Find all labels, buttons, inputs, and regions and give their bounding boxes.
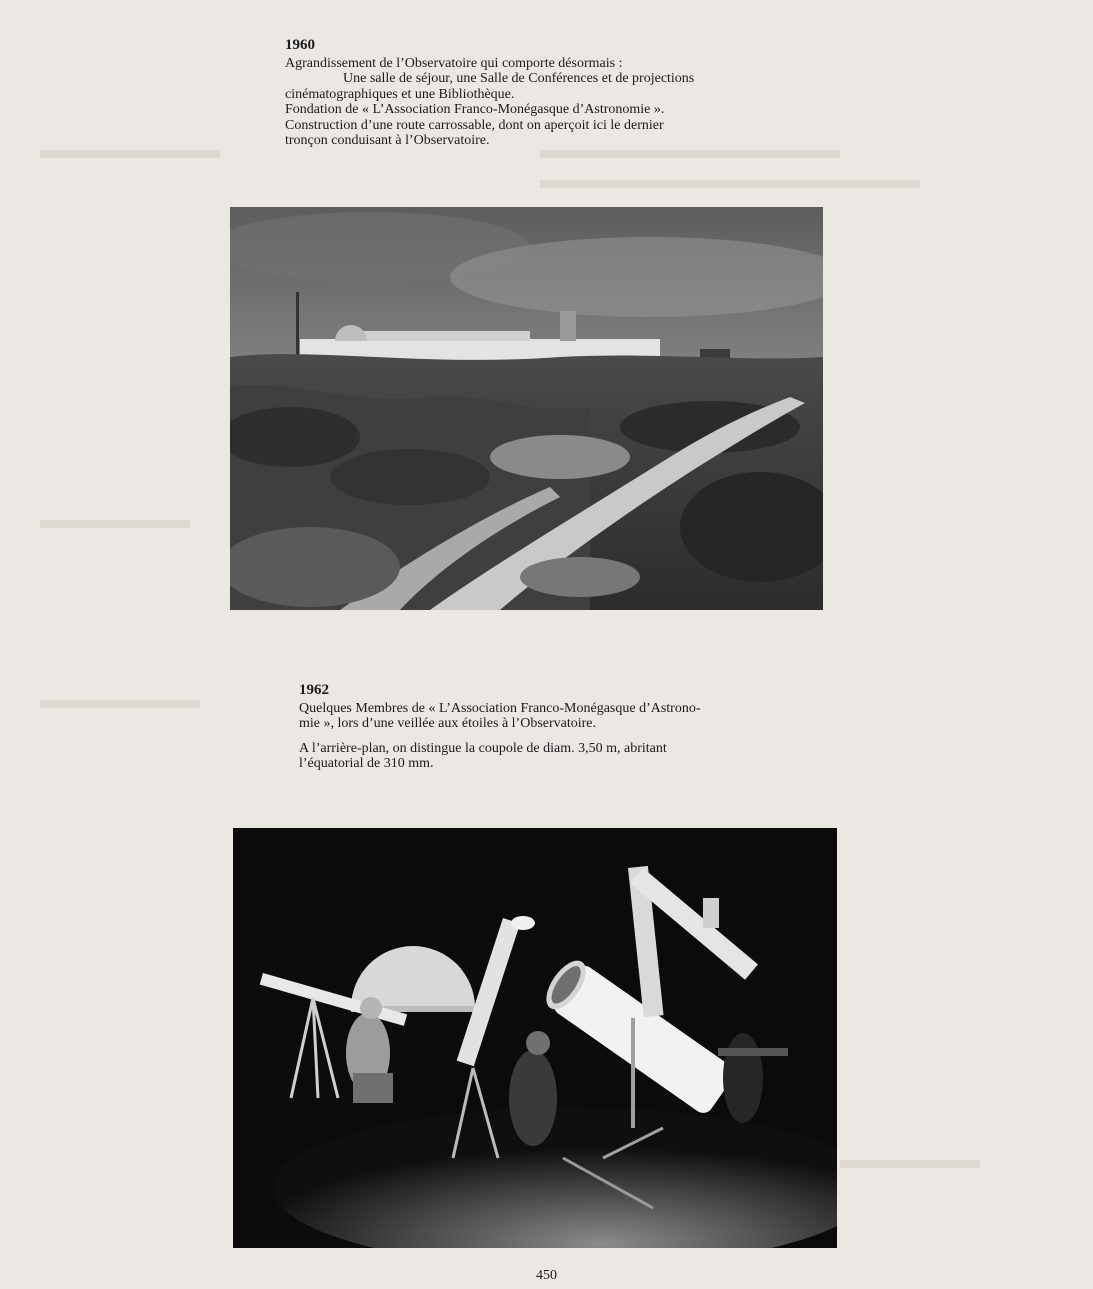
photo-observatory-road (230, 207, 823, 610)
caption-line: Quelques Membres de « L’Association Franco-Monégasque d’Astrono- (299, 700, 701, 716)
caption-line: A l’arrière-plan, on distingue la coupole de diam. 3,50 m, abritant (299, 740, 667, 756)
caption-line: Construction d’une route carrossable, dont on aperçoit ici le dernier (285, 117, 664, 133)
caption-1962 (299, 683, 771, 772)
caption-line: Fondation de « L’Association Franco-Monégasque d’Astronomie ». (285, 102, 665, 117)
page-number: 450 (536, 1268, 557, 1283)
caption-line: tronçon conduisant à l’Observatoire. (285, 133, 490, 148)
caption-line: l’équatorial de 310 mm. (299, 756, 434, 771)
caption-line: mie », lors d’une veillée aux étoiles à l’Observatoire. (299, 716, 597, 731)
year-1960: 1960 (285, 37, 315, 53)
caption-line: Agrandissement de l’Observatoire qui comporte désormais : (285, 55, 623, 71)
caption-1960 (285, 38, 759, 149)
caption-line: cinématographiques et une Bibliothèque. (285, 86, 515, 102)
photo-night-telescopes (233, 828, 837, 1248)
year-1962: 1962 (299, 682, 329, 698)
caption-line: Une salle de séjour, une Salle de Conférences et de projections (343, 71, 695, 86)
